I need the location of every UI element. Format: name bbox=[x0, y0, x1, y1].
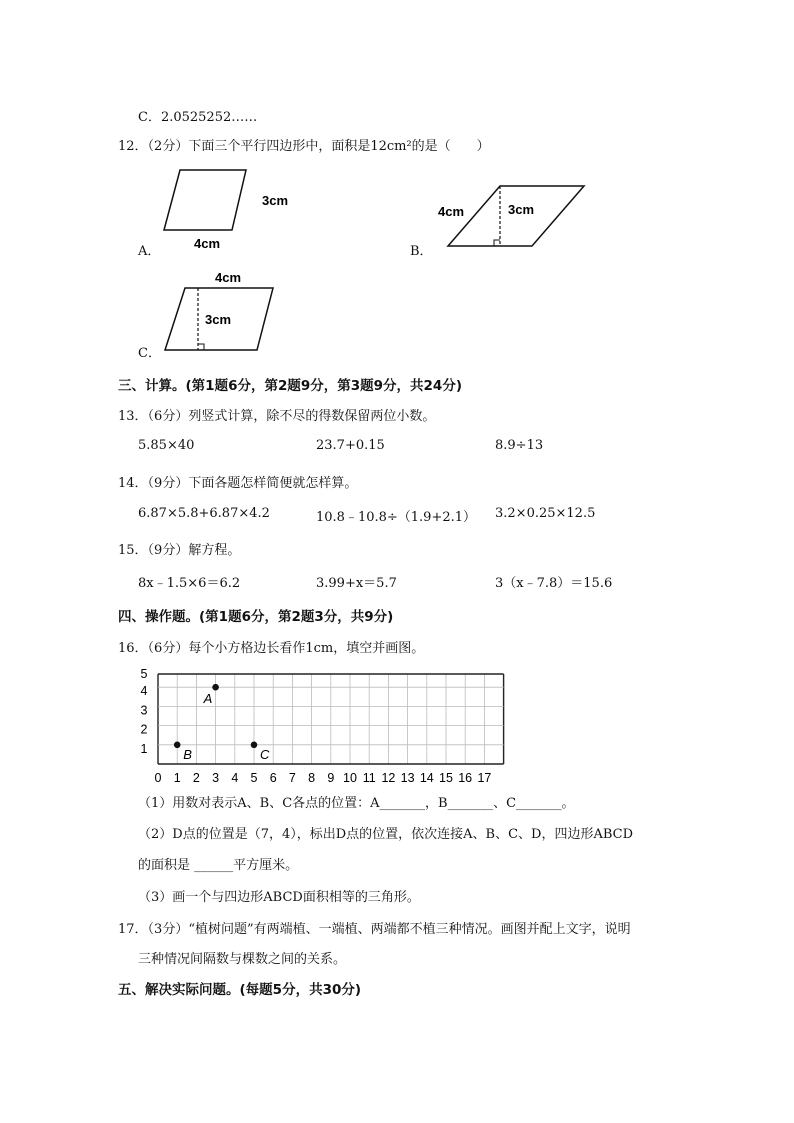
x-tick-label: 5 bbox=[250, 771, 258, 785]
x-tick-label: 2 bbox=[192, 771, 200, 785]
parallelogram-a-shape bbox=[164, 170, 246, 230]
parallelogram-b-side-label: 4cm bbox=[438, 204, 465, 219]
x-tick-label: 4 bbox=[231, 771, 239, 785]
coordinate-grid bbox=[130, 656, 520, 788]
section-4-title: 四、操作题。(第1题6分，第2题3分，共9分) bbox=[118, 609, 394, 625]
x-tick-label: 8 bbox=[308, 771, 316, 785]
parallelogram-a-side-label: 3cm bbox=[262, 193, 289, 208]
x-tick-label: 9 bbox=[327, 771, 335, 785]
q16-sub1: （1）用数对表示A、B、C各点的位置：A_______，B_______、C_______。 bbox=[138, 796, 575, 811]
parallelogram-b-right-angle bbox=[494, 240, 500, 246]
q13-item-2: 23.7+0.15 bbox=[316, 438, 385, 453]
parallelogram-c-base-label: 4cm bbox=[215, 270, 242, 285]
parallelogram-b-height-label: 3cm bbox=[508, 202, 535, 217]
q16-sub2-line2: 的面积是 ______平方厘米。 bbox=[138, 858, 299, 873]
section-3-title: 三、计算。(第1题6分，第2题9分，第3题9分，共24分) bbox=[118, 378, 462, 394]
option-c-label: C． bbox=[138, 346, 161, 361]
point-c bbox=[251, 742, 258, 749]
grid-points bbox=[174, 684, 270, 762]
q15-item-2: 3.99+x＝5.7 bbox=[316, 576, 397, 591]
y-tick-label: 2 bbox=[140, 722, 148, 737]
section-5-title: 五、解决实际问题。(每题5分，共30分) bbox=[118, 982, 362, 998]
x-tick-label: 16 bbox=[458, 771, 473, 785]
x-tick-label: 15 bbox=[439, 771, 453, 785]
q13-item-1: 5.85×40 bbox=[138, 438, 195, 453]
option-a-label: A． bbox=[138, 244, 161, 259]
parallelogram-c-figure bbox=[155, 268, 285, 354]
q16-sub3: （3）画一个与四边形ABCD面积相等的三角形。 bbox=[138, 890, 420, 905]
q13-item-3: 8.9÷13 bbox=[495, 438, 544, 453]
q12-stem: 12．（2分）下面三个平行四边形中，面积是12cm²的是（ ） bbox=[118, 139, 490, 154]
q17-line1: 17．（3分）“植树问题”有两端植、一端植、两端都不植三种情况。画图并配上文字，说明 bbox=[118, 922, 631, 937]
point-label-a: A bbox=[203, 691, 213, 707]
parallelogram-a-base-label: 4cm bbox=[194, 236, 221, 251]
q14-stem: 14．（9分）下面各题怎样简便就怎样算。 bbox=[118, 476, 358, 491]
point-a bbox=[212, 684, 219, 691]
parallelogram-b-figure bbox=[430, 178, 600, 254]
q15-item-1: 8x﹣1.5×6＝6.2 bbox=[138, 576, 241, 591]
x-tick-label: 3 bbox=[212, 771, 220, 785]
x-tick-label: 11 bbox=[362, 771, 376, 785]
parallelogram-c-height-label: 3cm bbox=[205, 312, 232, 327]
y-tick-label: 4 bbox=[140, 684, 148, 699]
y-tick-label: 1 bbox=[140, 741, 148, 756]
q15-item-3: 3（x﹣7.8）＝15.6 bbox=[495, 576, 613, 591]
x-tick-label: 14 bbox=[419, 771, 434, 785]
x-tick-label: 1 bbox=[173, 771, 181, 785]
q14-item-1: 6.87×5.8+6.87×4.2 bbox=[138, 506, 270, 521]
x-tick-label: 12 bbox=[381, 771, 396, 785]
q17-line2: 三种情况间隔数与棵数之间的关系。 bbox=[138, 952, 347, 967]
y-tick-label: 3 bbox=[140, 703, 148, 718]
x-tick-label: 7 bbox=[288, 771, 296, 785]
point-b bbox=[174, 742, 181, 749]
q16-stem: 16．（6分）每个小方格边长看作1cm，填空并画图。 bbox=[118, 641, 425, 656]
point-label-b: B bbox=[183, 746, 192, 762]
option-b-label: B． bbox=[410, 244, 433, 259]
q16-sub2-line1: （2）D点的位置是（7，4），标出D点的位置，依次连接A、B、C、D，四边形ABCD bbox=[138, 827, 634, 842]
prev-option-c: C．2.0525252…… bbox=[138, 110, 258, 125]
q14-item-3: 3.2×0.25×12.5 bbox=[495, 506, 596, 521]
grid-lines bbox=[158, 674, 504, 764]
x-tick-label: 0 bbox=[154, 771, 162, 785]
point-label-c: C bbox=[260, 746, 270, 762]
q13-stem: 13．（6分）列竖式计算，除不尽的得数保留两位小数。 bbox=[118, 409, 436, 424]
q15-stem: 15．（9分）解方程。 bbox=[118, 543, 241, 558]
x-tick-label: 13 bbox=[400, 771, 415, 785]
parallelogram-a-figure bbox=[150, 162, 310, 254]
y-tick-label: 5 bbox=[140, 667, 148, 681]
x-tick-label: 17 bbox=[477, 771, 492, 785]
parallelogram-c-right-angle bbox=[198, 344, 204, 350]
x-tick-label: 10 bbox=[343, 771, 357, 785]
x-tick-label: 6 bbox=[269, 771, 277, 785]
q14-item-2: 10.8﹣10.8÷（1.9+2.1） bbox=[316, 510, 477, 525]
